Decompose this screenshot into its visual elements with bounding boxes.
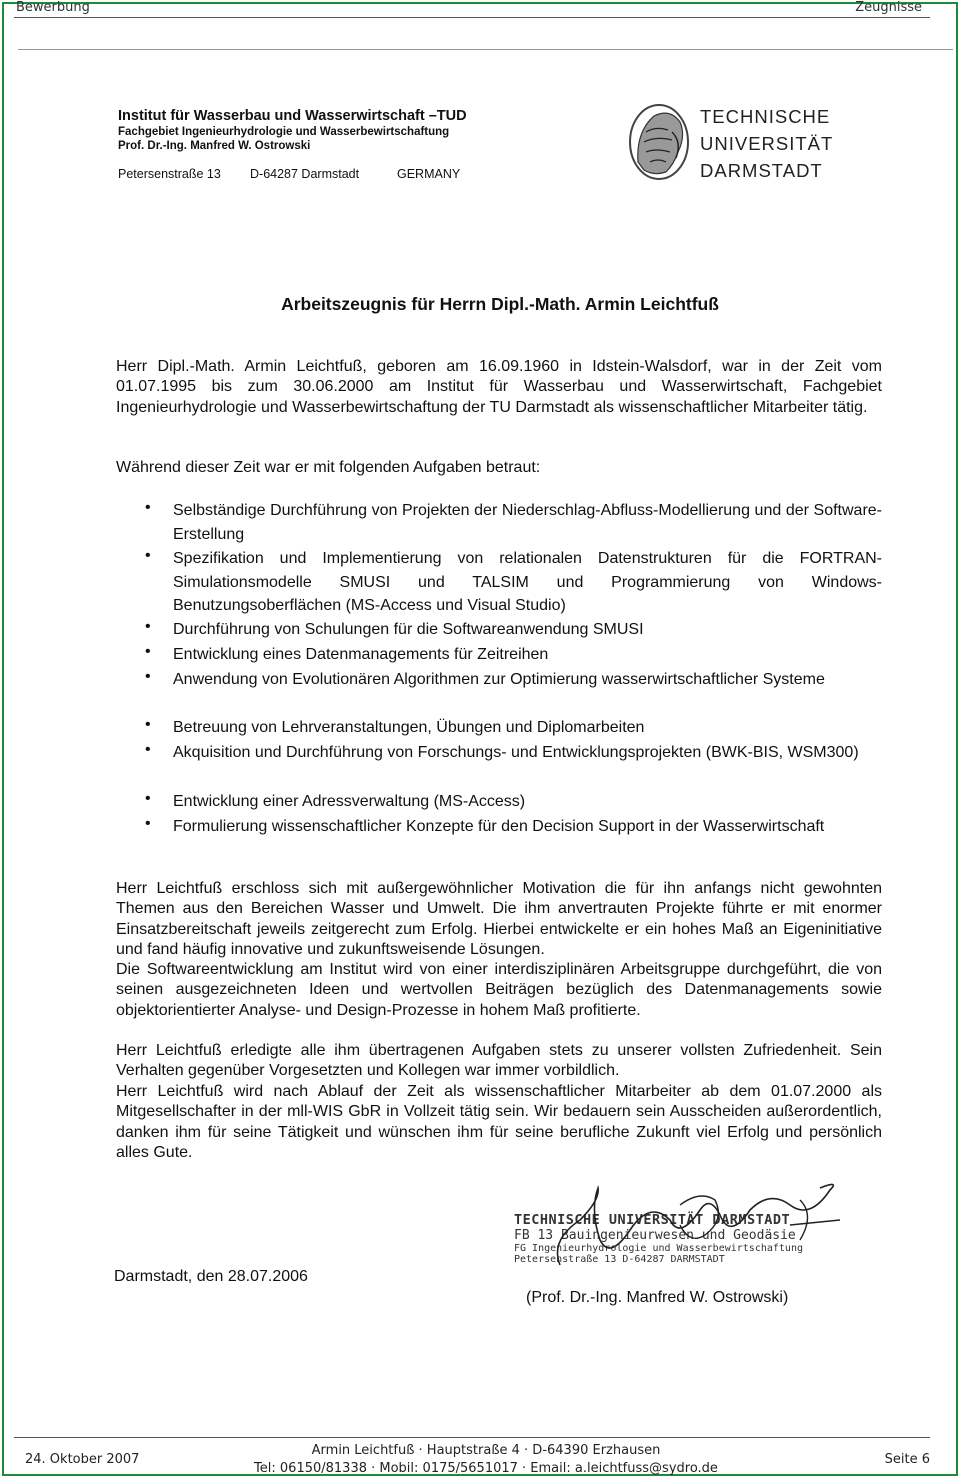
university-wordmark [700,103,833,184]
professor-name: Prof. Dr.-Ing. Manfred W. Ostrowski [118,140,311,152]
bullet-icon: • [145,499,151,516]
university-line-3: DARMSTADT [700,160,823,181]
university-line-2: UNIVERSITÄT [700,133,834,154]
task-text: Akquisition und Durchführung von Forschungs- und Entwicklungsprojekten (BWK-BIS, WSM300) [173,744,859,761]
bullet-icon: • [145,668,151,685]
signer-name: (Prof. Dr.-Ing. Manfred W. Ostrowski) [526,1289,789,1306]
task-text: Durchführung von Schulungen für die Softwareanwendung SMUSI [173,621,644,638]
address-street: Petersenstraße 13 [118,167,221,181]
handwritten-signature [540,1170,850,1280]
assessment-paragraph-3: Herr Leichtfuß erledigte alle ihm übertragenen Aufgaben stets zu unserer vollsten Zufriedenheit. Sein Verhalten gegenüber Vorgesetzten und Kollegen war immer vorbildlich. [116,1042,882,1080]
bullet-icon: • [145,716,151,733]
footer-date: 24. Oktober 2007 [25,1452,140,1467]
bullet-icon: • [145,618,151,635]
stamp-line-2: FB 13 Bauingenieurwesen und Geodäsie [514,1228,796,1243]
running-header-right: Zeugnisse [855,0,922,15]
running-header [0,0,960,18]
task-text: Entwicklung einer Adressverwaltung (MS-Access) [173,793,526,810]
bullet-icon: • [145,741,151,758]
stamp-line-4: Petersenstraße 13 D-64287 DARMSTADT [514,1254,725,1265]
task-text: Entwicklung eines Datenmanagements für Zeitreihen [173,646,549,663]
footer-rule [14,1437,930,1438]
place-date: Darmstadt, den 28.07.2006 [114,1268,308,1285]
scan-rule [18,49,953,50]
task-text: Spezifikation und Implementierung von relationalen Datenstrukturen für die FORTRAN-Simulationsmodelle SMUSI und TALSIM und Programmierung von Windows-Benutzungsoberflächen (MS-Access und Visual Studio) [173,550,882,614]
letterhead [118,108,467,152]
address-country: GERMANY [397,167,461,181]
assessment-paragraph-4: Herr Leichtfuß wird nach Ablauf der Zeit als wissenschaftlicher Mitarbeiter ab dem 01.07.2000 als Mitgesellschafter in der mll-WIS GbR in Vollzeit tätig sein. Wir bedauern sein Ausscheiden außerordentlich, danken ihm für seine Tätigkeit und wünschen ihm für seine berufliche Zukunft viel Erfolg und persönlich alles Gute. [116,1083,882,1161]
task-text: Formulierung wissenschaftlicher Konzepte für den Decision Support in der Wasserwirtschaft [173,818,825,835]
footer-phone-email: Tel: 06150/81338 · Mobil: 0175/5651017 · Email: a.leichtfuss@sydro.de [254,1461,718,1476]
header-rule [14,17,930,18]
assessment-paragraph-2: Die Softwareentwicklung am Institut wird von einer interdisziplinären Arbeitsgruppe durchgeführt, die von seinen ausgezeichneten Ideen und wertvollen Beiträgen bezüglich des Datenmanagements sowie objektorientierter Analyse- und Design-Prozesse in hohem Maß profitierte. [116,961,882,1019]
institute-name: Institut für Wasserbau und Wasserwirtschaft –TUD [118,108,467,124]
footer-page-number: Seite 6 [884,1452,930,1467]
bullet-icon: • [145,815,151,832]
document-title: Arbeitszeugnis für Herrn Dipl.-Math. Armin Leichtfuß [281,294,719,314]
intro-paragraph: Herr Dipl.-Math. Armin Leichtfuß, geboren am 16.09.1960 in Idstein-Walsdorf, war in der Zeit vom 01.07.1995 bis zum 30.06.2000 am Institut für Wasserbau und Wasserwirtschaft, Fachgebiet Ingenieurhydrologie und Wasserbewirtschaftung der TU Darmstadt als wissenschaftlicher Mitarbeiter tätig. [116,358,882,416]
bullet-icon: • [145,643,151,660]
athena-logo-icon [626,102,692,182]
task-text: Selbständige Durchführung von Projekten der Niederschlag-Abfluss-Modellierung und der Software-Erstellung [173,502,882,543]
running-header-left: Bewerbung [16,0,90,15]
bullet-icon: • [145,790,151,807]
department-name: Fachgebiet Ingenieurhydrologie und Wasserbewirtschaftung [118,126,450,138]
task-text: Betreuung von Lehrveranstaltungen, Übungen und Diplomarbeiten [173,719,645,736]
address-city: D-64287 Darmstadt [250,167,360,181]
bullet-icon: • [145,547,151,564]
stamp-line-3: FG Ingenieurhydrologie und Wasserbewirtschaftung [514,1243,803,1254]
assessment-paragraph-1: Herr Leichtfuß erschloss sich mit außergewöhnlicher Motivation die für ihn anfangs nicht gewohnten Themen aus den Bereichen Wasser und Umwelt. Die ihm anvertrauten Projekte führte er mit enormer Einsatzbereitschaft jeweils zeitgerecht zum Erfolg. Hierbei entwickelte er ein hohes Maß an Eigeninitiative und fand häufig innovative und zukunftsweisende Lösungen. [116,880,882,958]
footer-address: Armin Leichtfuß · Hauptstraße 4 · D-64390 Erzhausen [311,1443,661,1458]
footer-contact [0,1442,960,1478]
university-line-1: TECHNISCHE [700,106,831,127]
task-text: Anwendung von Evolutionären Algorithmen zur Optimierung wasserwirtschaftlicher Systeme [173,671,825,688]
stamp-line-1: TECHNISCHE UNIVERSITÄT DARMSTADT [514,1212,791,1228]
tasks-intro: Während dieser Zeit war er mit folgenden Aufgaben betraut: [116,459,541,476]
